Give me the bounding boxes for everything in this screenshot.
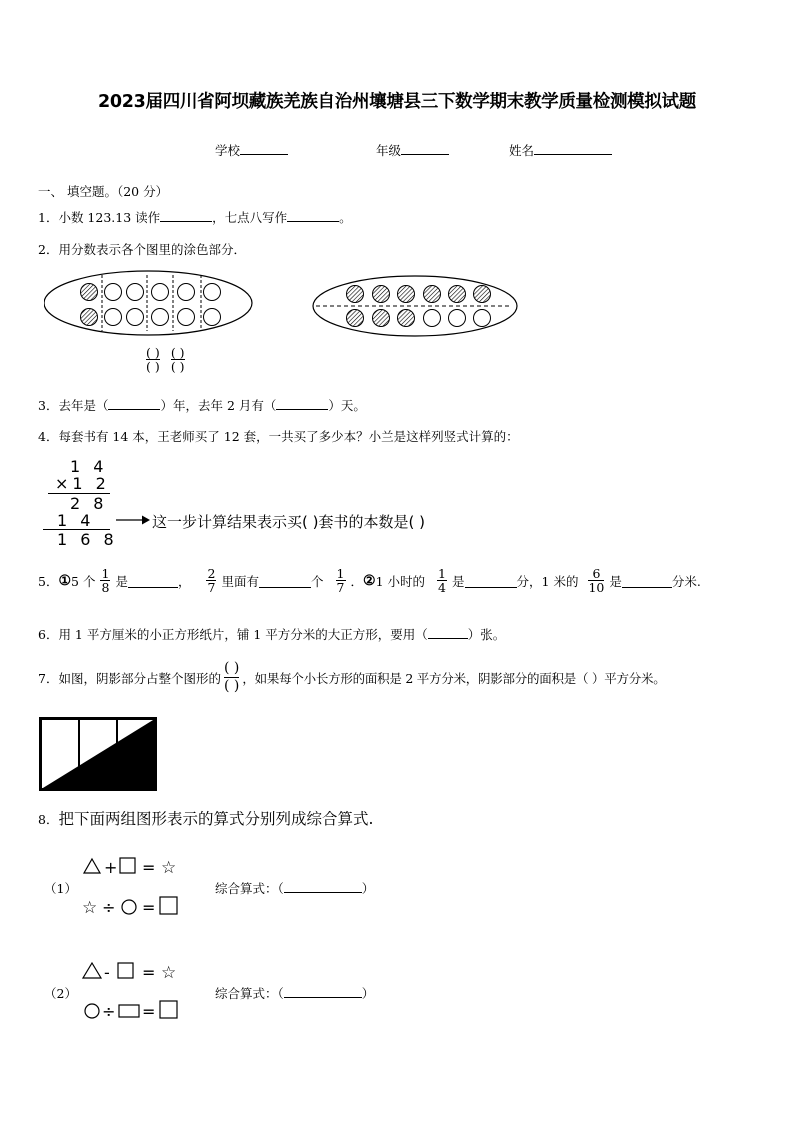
svg-text:=: = bbox=[142, 858, 156, 877]
q2-figures bbox=[44, 270, 544, 340]
grade-blank[interactable] bbox=[401, 141, 449, 155]
calc-row-5: 1 6 8 bbox=[57, 530, 118, 549]
q8-group-1-equations bbox=[82, 855, 182, 919]
calc-note: 这一步计算结果表示买( )套书的本数是( ) bbox=[152, 513, 425, 531]
svg-text:÷: ÷ bbox=[102, 898, 116, 917]
section-heading: 一、 填空题。（20 分） bbox=[38, 184, 169, 199]
fraction-2-7: $\frac{2}{7}$ bbox=[207, 566, 216, 595]
svg-text:=: = bbox=[142, 898, 156, 917]
question-6: 6．用 1 平方厘米的小正方形纸片，铺 1 平方分米的大正方形，要用（ ）张。 bbox=[38, 627, 506, 642]
page-title: 2023届四川省阿坝藏族羌族自治州壤塘县三下数学期末教学质量检测模拟试题 bbox=[98, 92, 696, 112]
calc-row-3: 2 8 bbox=[70, 494, 108, 513]
question-4: 4．每套书有 14 本，王老师买了 12 套，一共买了多少本？小兰是这样列竖式计算的： bbox=[38, 429, 519, 444]
school-blank[interactable] bbox=[240, 141, 288, 155]
square-icon bbox=[118, 963, 133, 978]
q5-blank-3[interactable] bbox=[465, 574, 517, 588]
q8-group-1-answer: 综合算式：（ ） bbox=[215, 881, 375, 896]
question-7: 7． 如图，阴影部分占整个图形的 $\frac{( )}{( )}$ ，如果每个小长方形的面积是 2 平方分米，阴影部分的面积是（ ）平方分米。 bbox=[38, 660, 666, 694]
q8-group-2-tag: （2） bbox=[44, 986, 77, 1001]
calc-row-1: 1 4 bbox=[70, 457, 108, 476]
circle-icon bbox=[85, 1004, 99, 1018]
square-icon bbox=[160, 1001, 177, 1018]
q8-blank-1[interactable] bbox=[284, 879, 362, 893]
q2-answer-fractions bbox=[143, 346, 188, 373]
q8-group-1-tag: （1） bbox=[44, 881, 77, 896]
q6-blank[interactable] bbox=[428, 625, 468, 639]
svg-text:-: - bbox=[104, 963, 110, 982]
q5-blank-1[interactable] bbox=[128, 574, 178, 588]
q2-fraction-1[interactable]: $\frac{( )}{( )}$ bbox=[146, 345, 160, 374]
right-ellipse-figure bbox=[313, 276, 517, 336]
fraction-6-10: $\frac{6}{10}$ bbox=[588, 566, 605, 595]
name-blank[interactable] bbox=[534, 141, 612, 155]
grade-field: 年级 bbox=[376, 141, 449, 159]
school-field: 学校 bbox=[215, 141, 288, 159]
question-1: 1．小数 123.13 读作 ，七点八写作 。 bbox=[38, 210, 352, 225]
svg-text:=: = bbox=[142, 1002, 156, 1021]
arrow-icon bbox=[116, 514, 150, 526]
svg-text:☆: ☆ bbox=[82, 898, 98, 918]
question-5: 5． ① 5 个 $\frac{1}{8}$ 是 ， $\frac{2}{7}$ 里面有 个 $\frac{1}{7}$ ． ② 1 小时的 $\frac{1}{4}$ 是 分，1 米的 $\frac{6}{10}$ 是 分米. bbox=[38, 566, 701, 595]
q5-blank-2[interactable] bbox=[259, 574, 311, 588]
q5-blank-4[interactable] bbox=[622, 574, 672, 588]
star-icon bbox=[82, 898, 97, 918]
svg-text:+: + bbox=[104, 858, 118, 877]
question-2: 2．用分数表示各个图里的涂色部分． bbox=[38, 242, 246, 257]
svg-text:÷: ÷ bbox=[102, 1002, 116, 1021]
fraction-1-7: $\frac{1}{7}$ bbox=[336, 566, 345, 595]
star-icon bbox=[161, 963, 176, 983]
q8-group-2-answer: 综合算式：（ ） bbox=[215, 986, 375, 1001]
q8-blank-2[interactable] bbox=[284, 984, 362, 998]
question-8: 8．把下面两组图形表示的算式分别列成综合算式. bbox=[38, 810, 374, 828]
name-field: 姓名 bbox=[509, 141, 612, 159]
q7-rectangle-figure bbox=[39, 717, 157, 791]
calc-row-2: ×1 2 bbox=[55, 474, 110, 493]
question-3: 3．去年是（ ）年，去年 2 月有（ ）天。 bbox=[38, 398, 366, 413]
q1-blank-2[interactable] bbox=[287, 208, 339, 222]
triangle-icon bbox=[83, 963, 101, 978]
square-icon bbox=[160, 897, 177, 914]
svg-text:☆: ☆ bbox=[161, 963, 177, 983]
q7-fraction-answer[interactable]: $\frac{( )}{( )}$ bbox=[223, 660, 240, 694]
left-ellipse-figure bbox=[44, 271, 252, 335]
star-icon bbox=[161, 858, 176, 878]
q1-blank-1[interactable] bbox=[160, 208, 212, 222]
svg-text:=: = bbox=[142, 963, 156, 982]
q8-group-2-equations bbox=[82, 960, 182, 1024]
svg-text:☆: ☆ bbox=[161, 858, 177, 878]
triangle-icon bbox=[84, 859, 100, 873]
q2-fraction-2[interactable]: $\frac{( )}{( )}$ bbox=[170, 345, 185, 374]
fraction-1-8: $\frac{1}{8}$ bbox=[101, 566, 110, 595]
q3-blank-2[interactable] bbox=[276, 396, 328, 410]
q3-blank-1[interactable] bbox=[108, 396, 160, 410]
rectangle-icon bbox=[119, 1005, 139, 1017]
fraction-1-4: $\frac{1}{4}$ bbox=[438, 566, 446, 595]
circle-icon bbox=[122, 900, 136, 914]
square-icon bbox=[120, 858, 135, 873]
calc-row-4: 1 4 bbox=[57, 511, 95, 530]
